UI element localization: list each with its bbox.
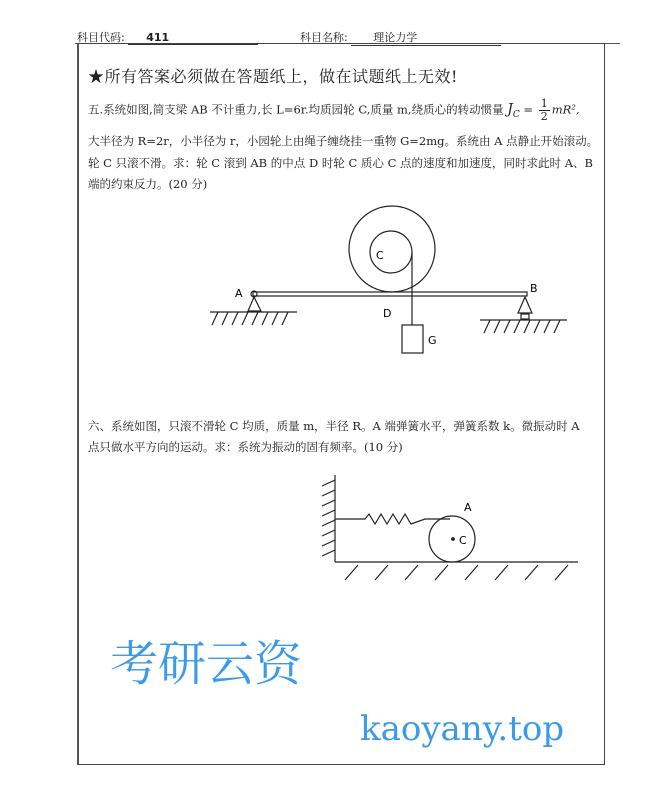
denominator: 2: [540, 110, 548, 123]
q6-line1: 六、系统如图，只滚不滑轮 C 均质，质量 m，半径 R。A 端弹簧水平，弹簧系数 k。微振动时 A: [88, 419, 580, 433]
subject-name-value: 理论力学: [351, 29, 501, 46]
center-c: [452, 538, 455, 541]
watermark-chinese: 考研云资: [110, 636, 303, 692]
watermark-url: kaoyany.top: [360, 709, 565, 749]
label-c2: C: [459, 534, 467, 547]
formula-j: J: [507, 101, 513, 118]
q5-line3: 轮 C 只滚不滑。求：轮 C 滚到 AB 的中点 D 时轮 C 质心 C 点的速度和加速度，同时求此时 A、B: [88, 156, 593, 170]
q6-line2: 点只做水平方向的运动。求：系统为振动的固有频率。(10 分): [88, 440, 403, 454]
label-g: G: [428, 334, 437, 347]
support-b: [518, 297, 532, 313]
label-c: C: [376, 249, 384, 262]
q5-text: 五.系统如图,简支梁 AB 不计重力,长 L=6r.均质园轮 C,质量 m,绕质心的转动惯量: [88, 102, 504, 117]
hatch-right: [484, 320, 560, 333]
beam-ab: [253, 292, 527, 296]
hatch-left: [212, 312, 288, 325]
subject-name-label: 科目名称:: [300, 31, 348, 44]
spring-wheel-diagram: [322, 475, 578, 580]
formula-eq: =: [523, 102, 534, 117]
watermark: [110, 636, 564, 749]
subject-code-label: 科目代码:: [77, 31, 125, 44]
weight-block: [402, 325, 423, 353]
formula-post: mR²,: [551, 102, 580, 117]
label-b: B: [530, 282, 538, 295]
large-wheel: [349, 206, 435, 292]
numerator: 1: [540, 97, 548, 110]
label-a2: A: [464, 501, 472, 514]
support-a: [248, 297, 261, 311]
wall-hatch: [322, 480, 335, 556]
q5-line4: 端的约束反力。(20 分): [88, 177, 208, 191]
floor-hatch: [345, 565, 568, 580]
spring: [335, 514, 450, 524]
beam-wheel-diagram: [210, 206, 567, 353]
label-a: A: [235, 287, 243, 300]
formula-sub: C: [512, 109, 520, 120]
roller-b: [521, 314, 529, 319]
q5-line2: 大半径为 R=2r，小半径为 r，小园轮上由绳子缠绕挂一重物 G=2mg。系统由 A 点静止开始滚动。: [88, 134, 599, 148]
label-d: D: [383, 307, 392, 320]
subject-code-value: 411: [128, 31, 258, 45]
notice-heading: ★所有答案必须做在答题纸上，做在试题纸上无效!: [88, 67, 458, 86]
